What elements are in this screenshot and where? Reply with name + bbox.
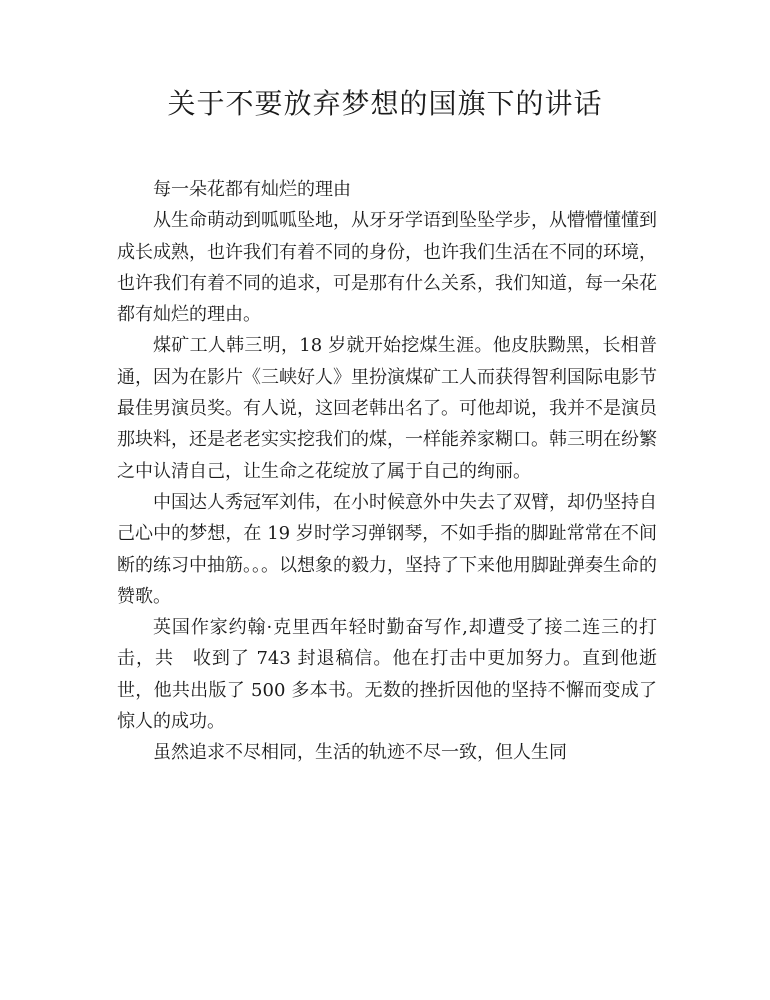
speech-subtitle: 每一朵花都有灿烂的理由 bbox=[153, 179, 351, 200]
paragraph-5: 虽然追求不尽相同，生活的轨迹不尽一致，但人生同 bbox=[153, 742, 567, 764]
document-body bbox=[117, 174, 657, 769]
paragraph-1: 从生命萌动到呱呱坠地，从牙牙学语到坠坠学步，从懵懵懂懂到成长成熟，也许我们有着不同的身份，也许我们生活在不同的环境，也许我们有着不同的追求，可是那有什么关系，我们知道，每一朵花都有灿烂的理由。 bbox=[117, 210, 657, 326]
paragraph-2: 煤矿工人韩三明，18 岁就开始挖煤生涯。他皮肤黝黑，长相普通，因为在影片《三峡好人》里扮演煤矿工人而获得智利国际电影节最佳男演员奖。有人说，这回老韩出名了。可他却说，我并不是演员那块料，还是老老实实挖我们的煤，一样能养家糊口。韩三明在纷繁之中认清自己，让生命之花绽放了属于自己的绚丽。 bbox=[117, 335, 657, 482]
paragraph-3: 中国达人秀冠军刘伟，在小时候意外中失去了双臂，却仍坚持自己心中的梦想，在 19 岁时学习弹钢琴，不如手指的脚趾常常在不间断的练习中抽筋。。。以想象的毅力，坚持了下来他用脚趾弹奏生命的赞歌。 bbox=[117, 491, 657, 607]
page-title: 关于不要放弃梦想的国旗下的讲话 bbox=[167, 87, 603, 120]
paragraph-4: 英国作家约翰·克里西年轻时勤奋写作,却遭受了接二连三的打击，共 收到了 743 封退稿信。他在打击中更加努力。直到他逝世，他共出版了 500 多本书。无数的挫折因他的坚持不懈而变成了惊人的成功。 bbox=[117, 617, 657, 733]
